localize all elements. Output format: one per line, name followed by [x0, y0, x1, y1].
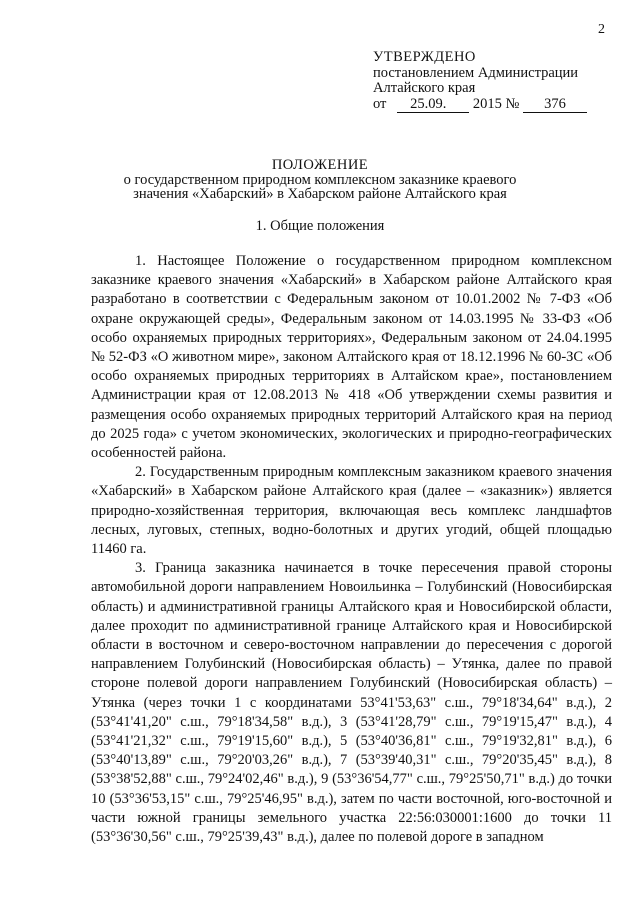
section-heading: 1. Общие положения	[255, 218, 385, 234]
approval-year: 2015 №	[472, 95, 520, 112]
approval-title: УТВЕРЖДЕНО	[373, 49, 476, 65]
paragraph: 3. Граница заказника начинается в точке пересечения правой стороны автомобильной дороги направлением Новоильинка – Голубинский (Новосибирская область) и административной границы Алтайского края и Новосибирской области, далее проходит по административной границе Алтайского края и Новосибирской области в восточном и северо-восточном направлении до пересечения с дорогой направлением Голубинский (Новосибирская область) – Утянка, далее по правой стороне полевой дороги направлением Голубинский (Новосибирская область) – Утянка (через точки 1 с координатами 53°41'53,63" с.ш., 79°18'34,64" в.д.), 2 (53°41'41,20" с.ш., 79°18'34,58" в.д.), 3 (53°41'28,79" с.ш., 79°19'15,47" в.д.), 4 (53°41'21,32" с.ш., 79°19'15,60" в.д.), 5 (53°40'36,81" с.ш., 79°19'32,81" в.д.), 6 (53°40'13,89" с.ш., 79°20'03,26" в.д.), 7 (53°39'40,31" с.ш., 79°20'35,45" в.д.), 8 (53°38'52,88" с.ш., 79°24'02,46" в.д.), 9 (53°36'54,77" с.ш., 79°25'50,71" в.д.) до точки 10 (53°36'53,15" с.ш., 79°25'46,95" в.д.), затем по части восточной, юго-восточной и части южной границы земельного участка 22:56:030001:1600 до точки 11 (53°36'30,56" с.ш., 79°25'39,43" в.д.), далее по полевой дороге в западном	[91, 560, 612, 846]
approval-line: постановлением Администрации	[373, 64, 579, 81]
paragraph: 2. Государственным природным комплексным заказником краевого значения «Хабарский» в Хабарском районе Алтайского края (далее – «заказник») является природно-хозяйственная территория, включающая весь комплекс ландшафтов лесных, луговых, степных, водно-болотных и других угодий, общей площадью 11460 га.	[91, 464, 612, 558]
date-underline-tail	[459, 97, 469, 114]
document-title: ПОЛОЖЕНИЕ	[271, 157, 369, 173]
document-body	[91, 252, 612, 847]
approval-dateline	[373, 97, 587, 114]
document-subtitle: о государственном природном комплексном заказнике краевого	[123, 171, 517, 188]
approval-number: 376	[523, 97, 587, 114]
page-number: 2	[598, 22, 605, 37]
document-title-block	[90, 158, 550, 202]
approval-line: Алтайского края	[373, 80, 476, 96]
approval-block	[373, 50, 587, 113]
date-prefix: от	[373, 95, 387, 112]
approval-date: 25.09.	[397, 97, 459, 114]
document-subtitle: значения «Хабарский» в Хабарском районе Алтайского края	[133, 186, 507, 202]
paragraph: 1. Настоящее Положение о государственном природном комплексном заказнике краевого значения «Хабарский» в Хабарском районе Алтайского края разработано в соответствии с Федеральным законом от 10.01.2002 № 7-ФЗ «Об охране окружающей среды», Федеральным законом от 14.03.1995 № 33-ФЗ «Об особо охраняемых природных территориях», Федеральным законом от 24.04.1995 № 52-ФЗ «О животном мире», законом Алтайского края от 18.12.1996 № 60-ЗС «Об особо охраняемых природных территориях в Алтайском крае», постановлением Администрации края от 12.08.2013 № 418 «Об утверждении схемы развития и размещения особо охраняемых природных территорий Алтайского края на период до 2025 года» с учетом экономических, экологических и природно-географических особенностей района.	[91, 253, 612, 462]
